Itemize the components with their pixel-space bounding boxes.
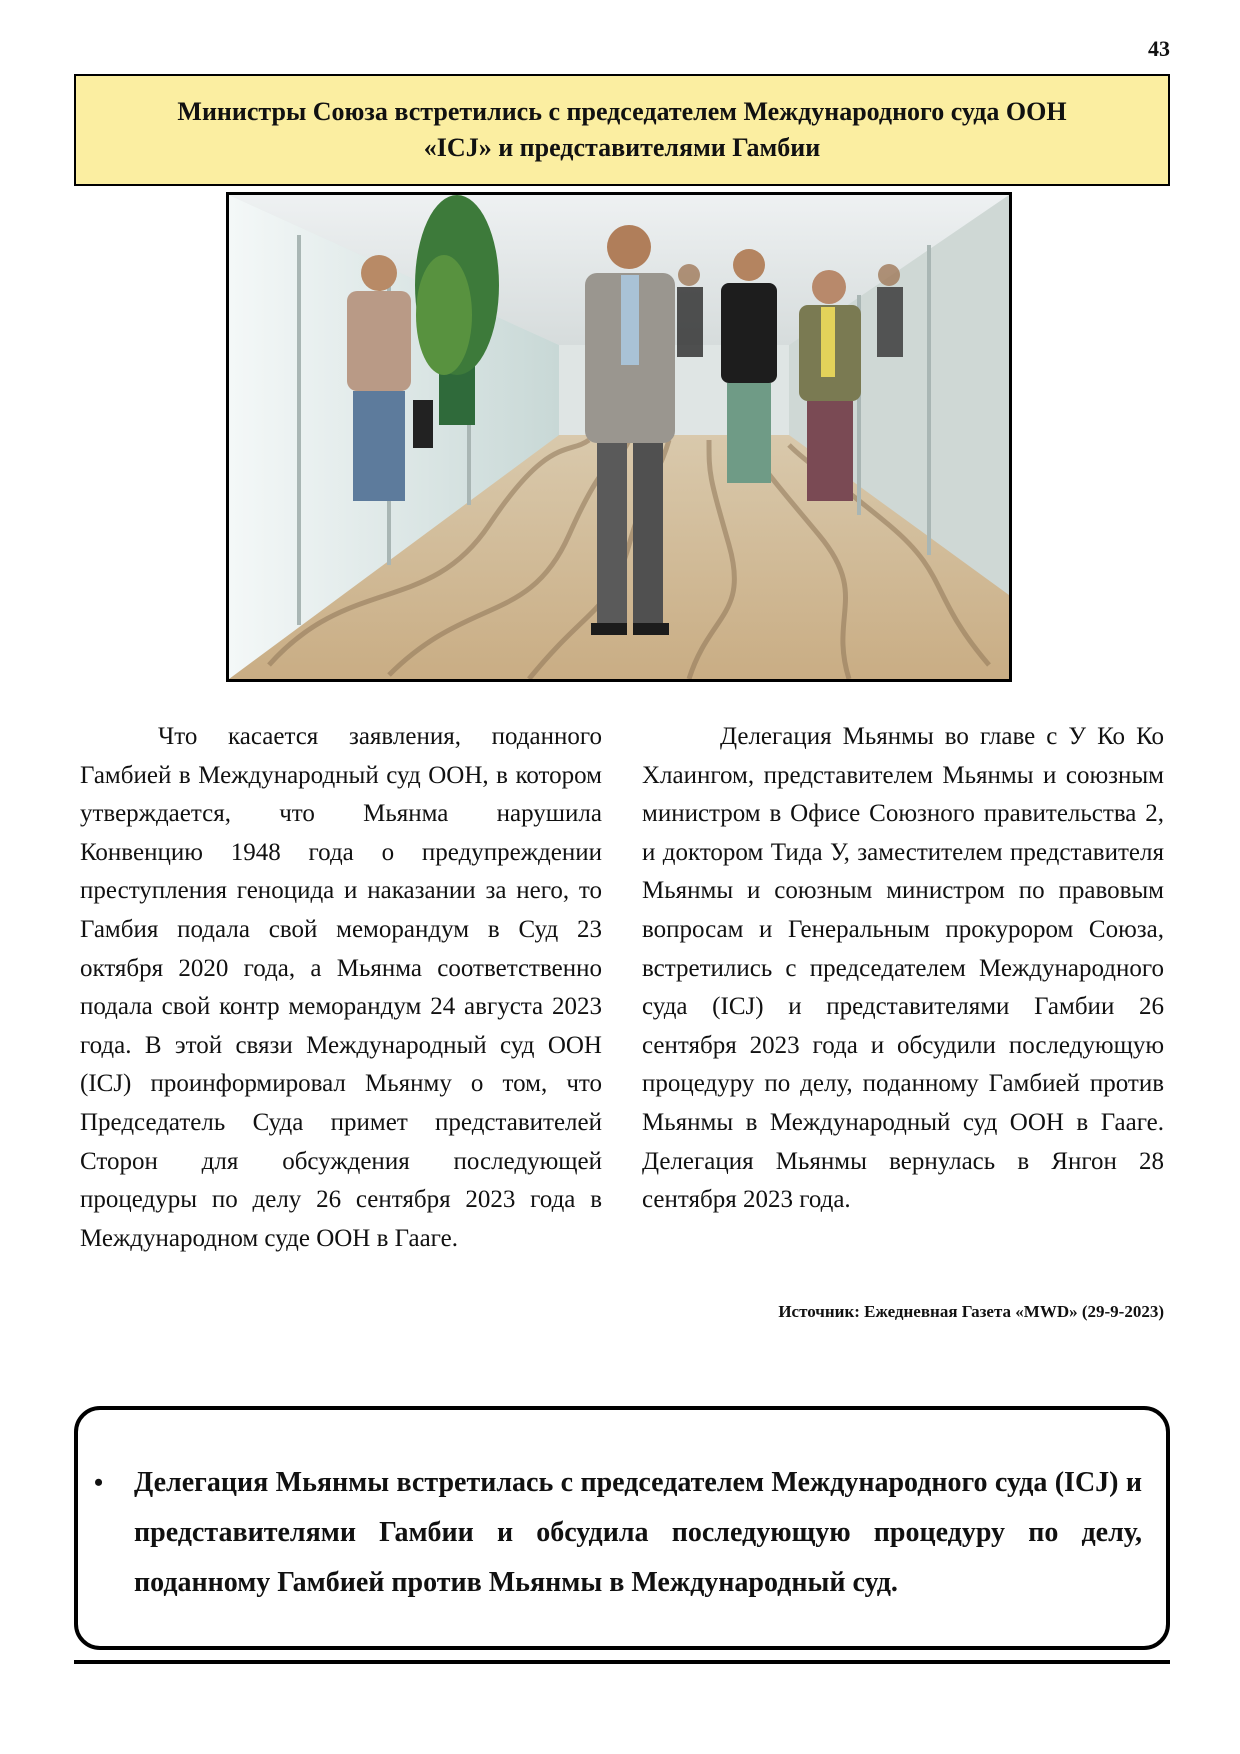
article-source: Источник: Ежедневная Газета «MWD» (29-9-2023): [778, 1302, 1164, 1321]
article-photo: [226, 192, 1012, 682]
title-line-2: «ICJ» и представителями Гамбии: [423, 133, 821, 162]
bottom-divider: [74, 1660, 1170, 1664]
article-column-left: [80, 718, 602, 1258]
summary-item: [94, 1458, 1142, 1608]
right-paragraph: Делегация Мьянмы во главе с У Ко Ко Хлаингом, представителем Мьянмы и союзным министром в Офисе Союзного правительства 2, и доктором Тида У, заместителем представителя Мьянмы и союзным министром по правовым вопросам и Генеральным прокурором Союза, встретились с председателем Международного суда (ICJ) и представителями Гамбии 26 сентября 2023 года и обсудили последующую процедуру по делу, поданному Гамбией против Мьянмы в Международный суд ООН в Гааге. Делегация Мьянмы вернулась в Янгон 28 сентября 2023 года.: [642, 723, 1164, 1214]
left-paragraph: Что касается заявления, поданного Гамбией в Международный суд ООН, в котором утверждается, что Мьянма нарушила Конвенцию 1948 года о предупреждении преступления геноцида и наказании за него, то Гамбия подала свой меморандум в Суд 23 октября 2020 года, а Мьянма соответственно подала свой контр меморандум 24 августа 2023 года. В этой связи Международный суд ООН (ICJ) проинформировал Мьянму о том, что Председатель Суда примет представителей Сторон для обсуждения последующей процедуры по делу 26 сентября 2023 года в Международном суде ООН в Гааге.: [80, 723, 602, 1252]
delegation-walking-photo-icon: [229, 195, 1009, 679]
summary-text: Делегация Мьянмы встретилась с председателем Международного суда (ICJ) и представителями Гамбии и обсудила последующую процедуру по делу, поданному Гамбией против Мьянмы в Международный суд.: [134, 1467, 1142, 1598]
article-title: [147, 94, 1096, 166]
title-line-1: Министры Союза встретились с председателем Международного суда ООН: [177, 97, 1067, 126]
article-column-right: [642, 718, 1164, 1220]
title-box: [74, 74, 1170, 186]
bullet-icon: •: [94, 1468, 104, 1497]
page-number: 43: [1148, 36, 1170, 61]
summary-box: [74, 1406, 1170, 1650]
